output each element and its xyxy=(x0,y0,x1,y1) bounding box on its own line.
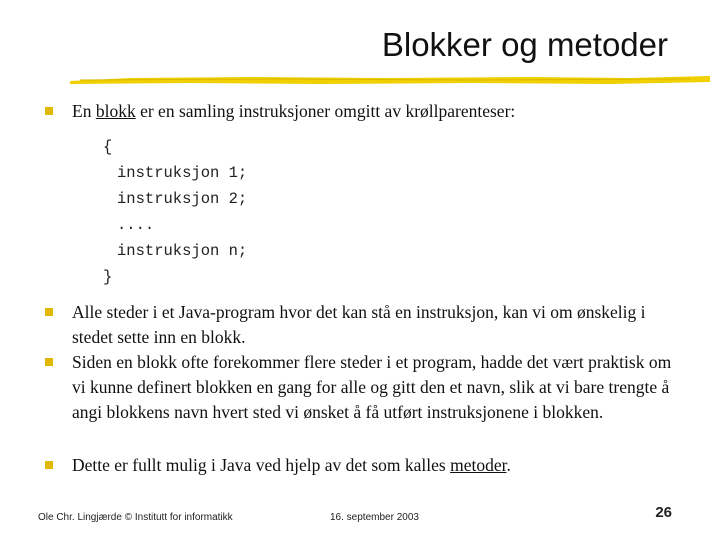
code-line: instruksjon 2; xyxy=(117,190,248,208)
bullet-text: Siden en blokk ofte forekommer flere steder i et program, hadde det vært praktisk om vi kunne definert blokken en gang for alle og gitt den et navn, slik at vi bare trengte å angi blokkens navn hvert sted vi ønsket å få utført instruksjonene i blokken. xyxy=(72,352,672,422)
bullet-marker xyxy=(45,461,53,469)
title-underline-brush xyxy=(70,72,710,86)
bullet-java-blokk xyxy=(45,300,675,350)
footer-date: 16. september 2003 xyxy=(330,512,419,523)
footer-author: Ole Chr. Lingjærde © Institutt for informatikk xyxy=(38,512,233,523)
code-line: instruksjon 1; xyxy=(117,164,248,182)
term-metoder: metoder xyxy=(450,455,507,475)
code-close-brace: } xyxy=(103,268,113,286)
page-number: 26 xyxy=(655,504,672,521)
bullet-marker xyxy=(45,308,53,316)
bullet-metoder xyxy=(45,453,675,478)
bullet-blokk-definition xyxy=(45,99,675,124)
slide-title: Blokker og metoder xyxy=(381,26,668,63)
bullet-marker xyxy=(45,358,53,366)
code-block-example xyxy=(103,134,247,290)
bullet-text: Dette er fullt mulig i Java ved hjelp av det som kalles metoder. xyxy=(72,455,511,475)
bullet-text: Alle steder i et Java-program hvor det kan stå en instruksjon, kan vi om ønskelig i stedet sette inn en blokk. xyxy=(72,302,646,347)
bullet-text: En blokk er en samling instruksjoner omgitt av krøllparenteser: xyxy=(72,101,516,121)
bullet-marker xyxy=(45,107,53,115)
code-open-brace: { xyxy=(103,138,113,156)
term-blokk: blokk xyxy=(95,101,136,121)
bullet-navngitt-blokk xyxy=(45,350,675,425)
code-line: instruksjon n; xyxy=(117,242,248,260)
code-line: .... xyxy=(117,216,155,234)
